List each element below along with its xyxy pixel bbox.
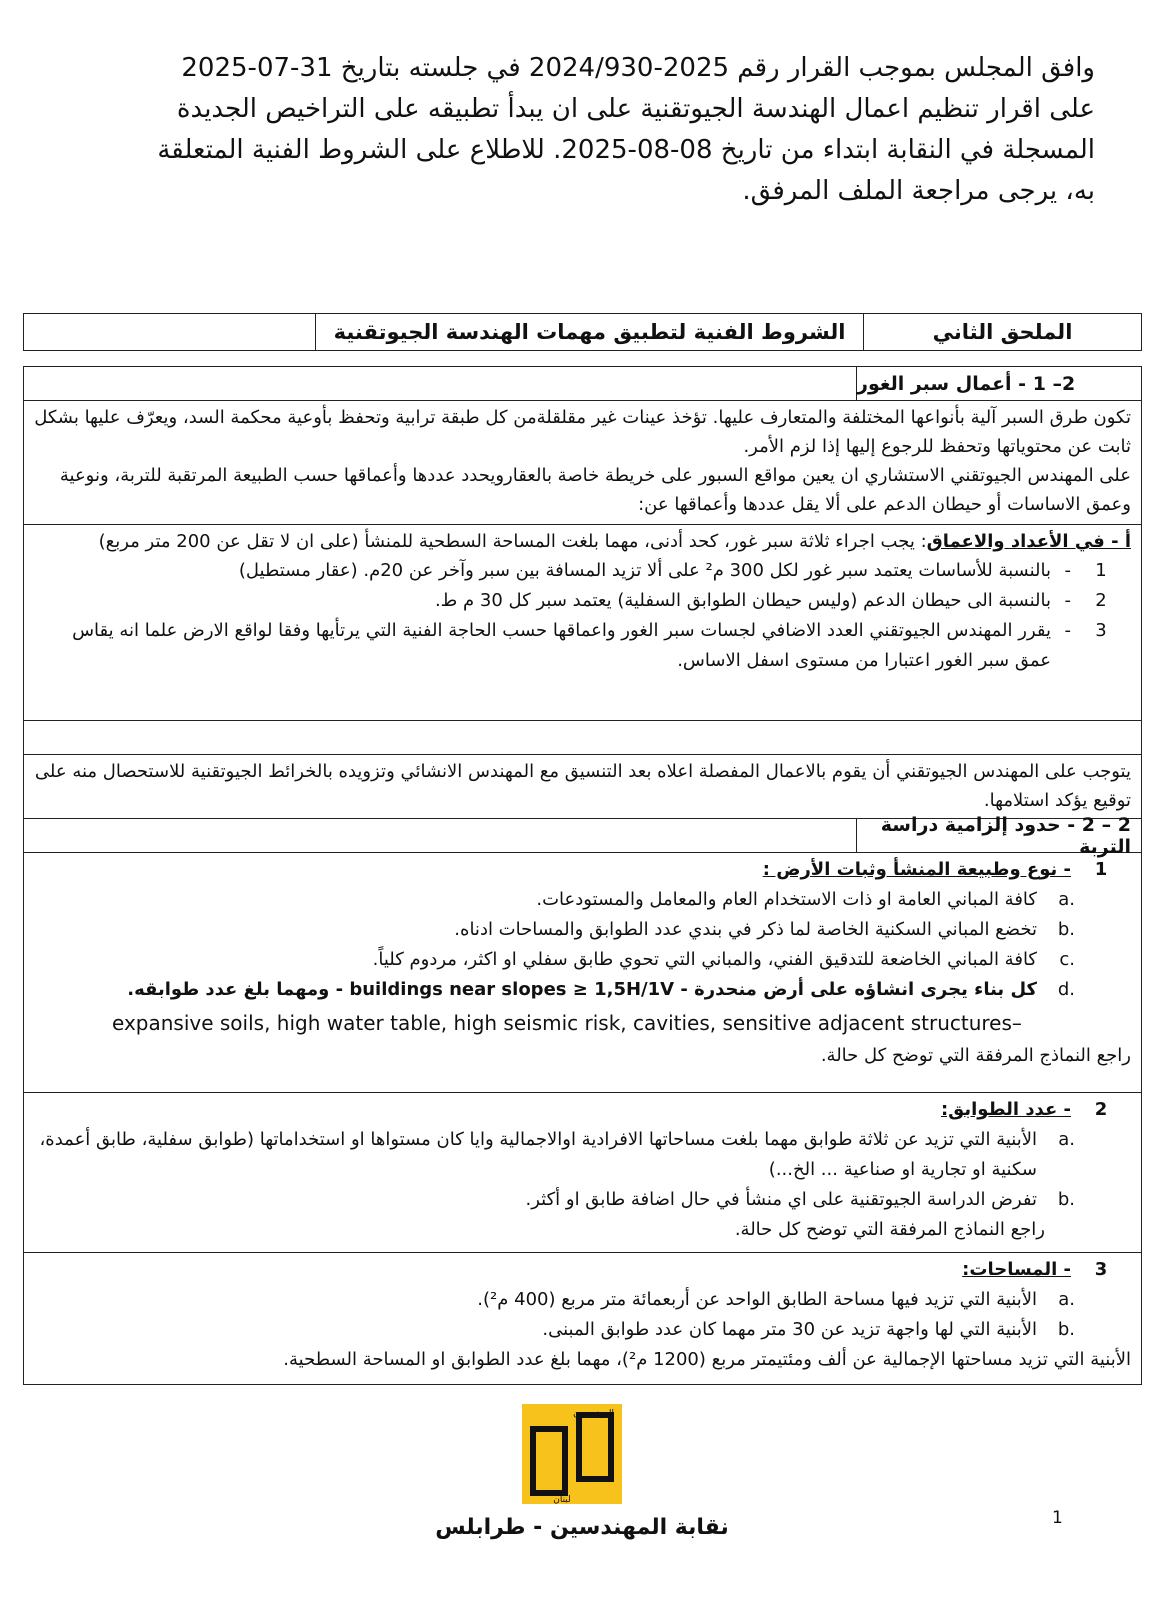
conditions-table bbox=[23, 366, 1142, 1385]
list-item: b. تفرض الدراسة الجيوتقنية على اي منشأ في حال اضافة طابق او أكثر. bbox=[525, 1189, 1075, 1210]
group-3-last: الأبنية التي تزيد مساحتها الإجمالية عن ألف ومئتيمتر مربع (1200 م²)، مهما بلغ عدد الطوابق او المساحة السطحية. bbox=[283, 1349, 1131, 1370]
group-areas: 3 - المساحات: a. الأبنية التي تزيد فيها مساحة الطابق الواحد عن أربعمائة متر مربع (400 م²). b. الأبنية التي لها واجهة تزيد عن 30 متر مهما كان عدد طوابق المبنى. الأبنية التي تزيد مساحتها الإجمالية عن ألف ومئتيمتر مربع (1200 م²)، مهما بلغ عدد الطوابق او المساحة السطحية. bbox=[24, 1253, 1141, 1384]
annex-title: الشروط الفنية لتطبيق مهمات الهندسة الجيوتقنية bbox=[315, 314, 863, 350]
numbers-depths-label: أ - في الأعداد والاعماق bbox=[926, 531, 1131, 552]
list-item: b. الأبنية التي لها واجهة تزيد عن 30 متر مهما كان عدد طوابق المبنى. bbox=[542, 1319, 1075, 1340]
empty-row bbox=[24, 721, 1141, 755]
group-structure-type: 1 - نوع وطبيعة المنشأ وثبات الأرض : a. كافة المباني العامة او ذات الاستخدام العام والمعامل والمستودعات. b. تخضع المباني السكنية الخاصة لما ذكر في بندي عدد الطوابق والمساحات ادناه. c. كافة المباني الخاضعة للتدقيق الفني، والمباني التي تحوي طابق سفلي او اكثر، مردوم كلياً. d. كل بناء يجرى انشاؤه على أرض منحدرة - buildings near slopes ≥ 1,5H/1V - ومهما بلغ عدد طوابقه. expansive soils, high water table, high seismic risk, cavities, sensitive adjacent structures– راجع النماذج المرفقة التي توضح كل حالة. bbox=[24, 853, 1141, 1093]
group-2-title: - عدد الطوابق: bbox=[940, 1099, 1071, 1120]
intro-line-3: المسجلة في النقابة ابتداء من تاريخ 08-08-2025. للاطلاع على الشروط الفنية المتعلقة bbox=[157, 135, 1095, 165]
logo-mark-icon bbox=[522, 1404, 622, 1504]
intro-line-4: به، يرجى مراجعة الملف المرفق. bbox=[742, 176, 1095, 206]
logo-bottom-text: لبنان bbox=[553, 1495, 571, 1504]
section-2-1-intro bbox=[24, 401, 1141, 525]
list-item: 2 - بالنسبة الى حيطان الدعم (وليس حيطان الطوابق السفلية) يعتمد سبر كل 30 م ط. bbox=[434, 590, 1107, 611]
section-2-1-title: 2– 1 - أعمال سبر الغور bbox=[856, 367, 1141, 400]
paragraph-sampling: تكون طرق السبر آلية بأنواعها المختلفة والمتعارف عليها. تؤخذ عينات غير مقلقلةمن كل طبقة ترابية وتحفظ بأوعية محكمة السد، ويعرّف عليها بشكل ثابت عن محتوياتها وتحفظ للرجوع إليها إذا لزم الأمر. bbox=[34, 407, 1131, 457]
syndicate-logo bbox=[522, 1404, 622, 1504]
intro-paragraph bbox=[100, 48, 1095, 212]
numbers-depths-block bbox=[24, 525, 1141, 721]
list-item: c. كافة المباني الخاضعة للتدقيق الفني، والمباني التي تحوي طابق سفلي او اكثر، مردوم كلياً. bbox=[372, 949, 1075, 970]
list-item: a. كافة المباني العامة او ذات الاستخدام العام والمعامل والمستودعات. bbox=[536, 889, 1075, 910]
list-item: 3 - يقرر المهندس الجيوتقني العدد الاضافي لجسات سبر الغور واعماقها حسب الحاجة الفنية التي يرتأيها وفقا لواقع الارض علما انه يقاس عمق سبر الغور اعتبارا من مستوى اسفل الاساس. bbox=[72, 620, 1107, 671]
group-2-note: راجع النماذج المرفقة التي توضح كل حالة. bbox=[734, 1219, 1045, 1240]
list-item: d. كل بناء يجرى انشاؤه على أرض منحدرة - buildings near slopes ≥ 1,5H/1V - ومهما بلغ عدد طوابقه. bbox=[127, 979, 1075, 1000]
paragraph-locations: على المهندس الجيوتقني الاستشاري ان يعين مواقع السبور على خريطة خاصة بالعقارويحدد عددها وأعماقها حسب الطبيعة المرتقبة للتربة، ونوعية وعمق الاساسات أو حيطان الدعم على ألا يقل عددها وأعماقها عن: bbox=[59, 465, 1131, 515]
empty-cell bbox=[24, 314, 315, 350]
section-2-2-title: 2 – 2 - حدود إلزامية دراسة التربة bbox=[856, 819, 1141, 852]
page-number: 1 bbox=[1052, 1508, 1063, 1528]
group-floor-count: 2 - عدد الطوابق: a. الأبنية التي تزيد عن ثلاثة طوابق مهما بلغت مساحاتها الافرادية اوالاجمالية وايا كان مستواها او استخداماتها (طوابق سفلية، طابق أعمدة، سكنية او تجارية او صناعية ... الخ...) b. تفرض الدراسة الجيوتقنية على اي منشأ في حال اضافة طابق او أكثر. راجع النماذج المرفقة التي توضح كل حالة. bbox=[24, 1093, 1141, 1253]
english-conditions: expansive soils, high water table, high seismic risk, cavities, sensitive adjacent structures– bbox=[112, 1011, 1022, 1035]
list-item: a. الأبنية التي تزيد عن ثلاثة طوابق مهما بلغت مساحاتها الافرادية اوالاجمالية وايا كان مستواها او استخداماتها (طوابق سفلية، طابق أعمدة، سكنية او تجارية او صناعية ... الخ...) bbox=[39, 1129, 1075, 1180]
list-item: b. تخضع المباني السكنية الخاصة لما ذكر في بندي عدد الطوابق والمساحات ادناه. bbox=[454, 919, 1075, 940]
list-item: 1 - بالنسبة للأساسات يعتمد سبر غور لكل 300 م² على ألا تزيد المسافة بين سبر وآخر عن 20م. (عقار مستطيل) bbox=[238, 560, 1107, 581]
group-1-note: راجع النماذج المرفقة التي توضح كل حالة. bbox=[820, 1045, 1131, 1066]
numbers-depths-text: : يجب اجراء ثلاثة سبر غور، كحد أدنى، مهما بلغت المساحة السطحية للمنشأ (على ان لا تقل عن 200 متر مربع) bbox=[98, 531, 927, 552]
organization-name: نقابة المهندسين - طرابلس bbox=[435, 1515, 729, 1540]
list-item: a. الأبنية التي تزيد فيها مساحة الطابق الواحد عن أربعمائة متر مربع (400 م²). bbox=[477, 1289, 1075, 1310]
intro-line-2: على اقرار تنظيم اعمال الهندسة الجيوتقنية على ان يبدأ تطبيقه على التراخيص الجديدة bbox=[176, 94, 1095, 124]
annex-header-table bbox=[23, 313, 1142, 351]
logo-top-text: المهندسون bbox=[573, 1409, 614, 1419]
group-1-title: - نوع وطبيعة المنشأ وثبات الأرض : bbox=[762, 859, 1071, 880]
section-2-2-header bbox=[24, 813, 1141, 858]
coordination-paragraph: يتوجب على المهندس الجيوتقني أن يقوم بالاعمال المفصلة اعلاه بعد التنسيق مع المهندس الانشائي وتزويده بالخرائط الجيوتقنية للاستحصال منه على توقيع يؤكد استلامها. bbox=[24, 755, 1141, 819]
annex-label: الملحق الثاني bbox=[863, 314, 1141, 350]
group-3-title: - المساحات: bbox=[962, 1259, 1071, 1280]
intro-line-1: وافق المجلس بموجب القرار رقم 2025-2024/930 في جلسته بتاريخ 31-07-2025 bbox=[181, 53, 1095, 83]
section-2-1-header bbox=[24, 367, 1141, 401]
